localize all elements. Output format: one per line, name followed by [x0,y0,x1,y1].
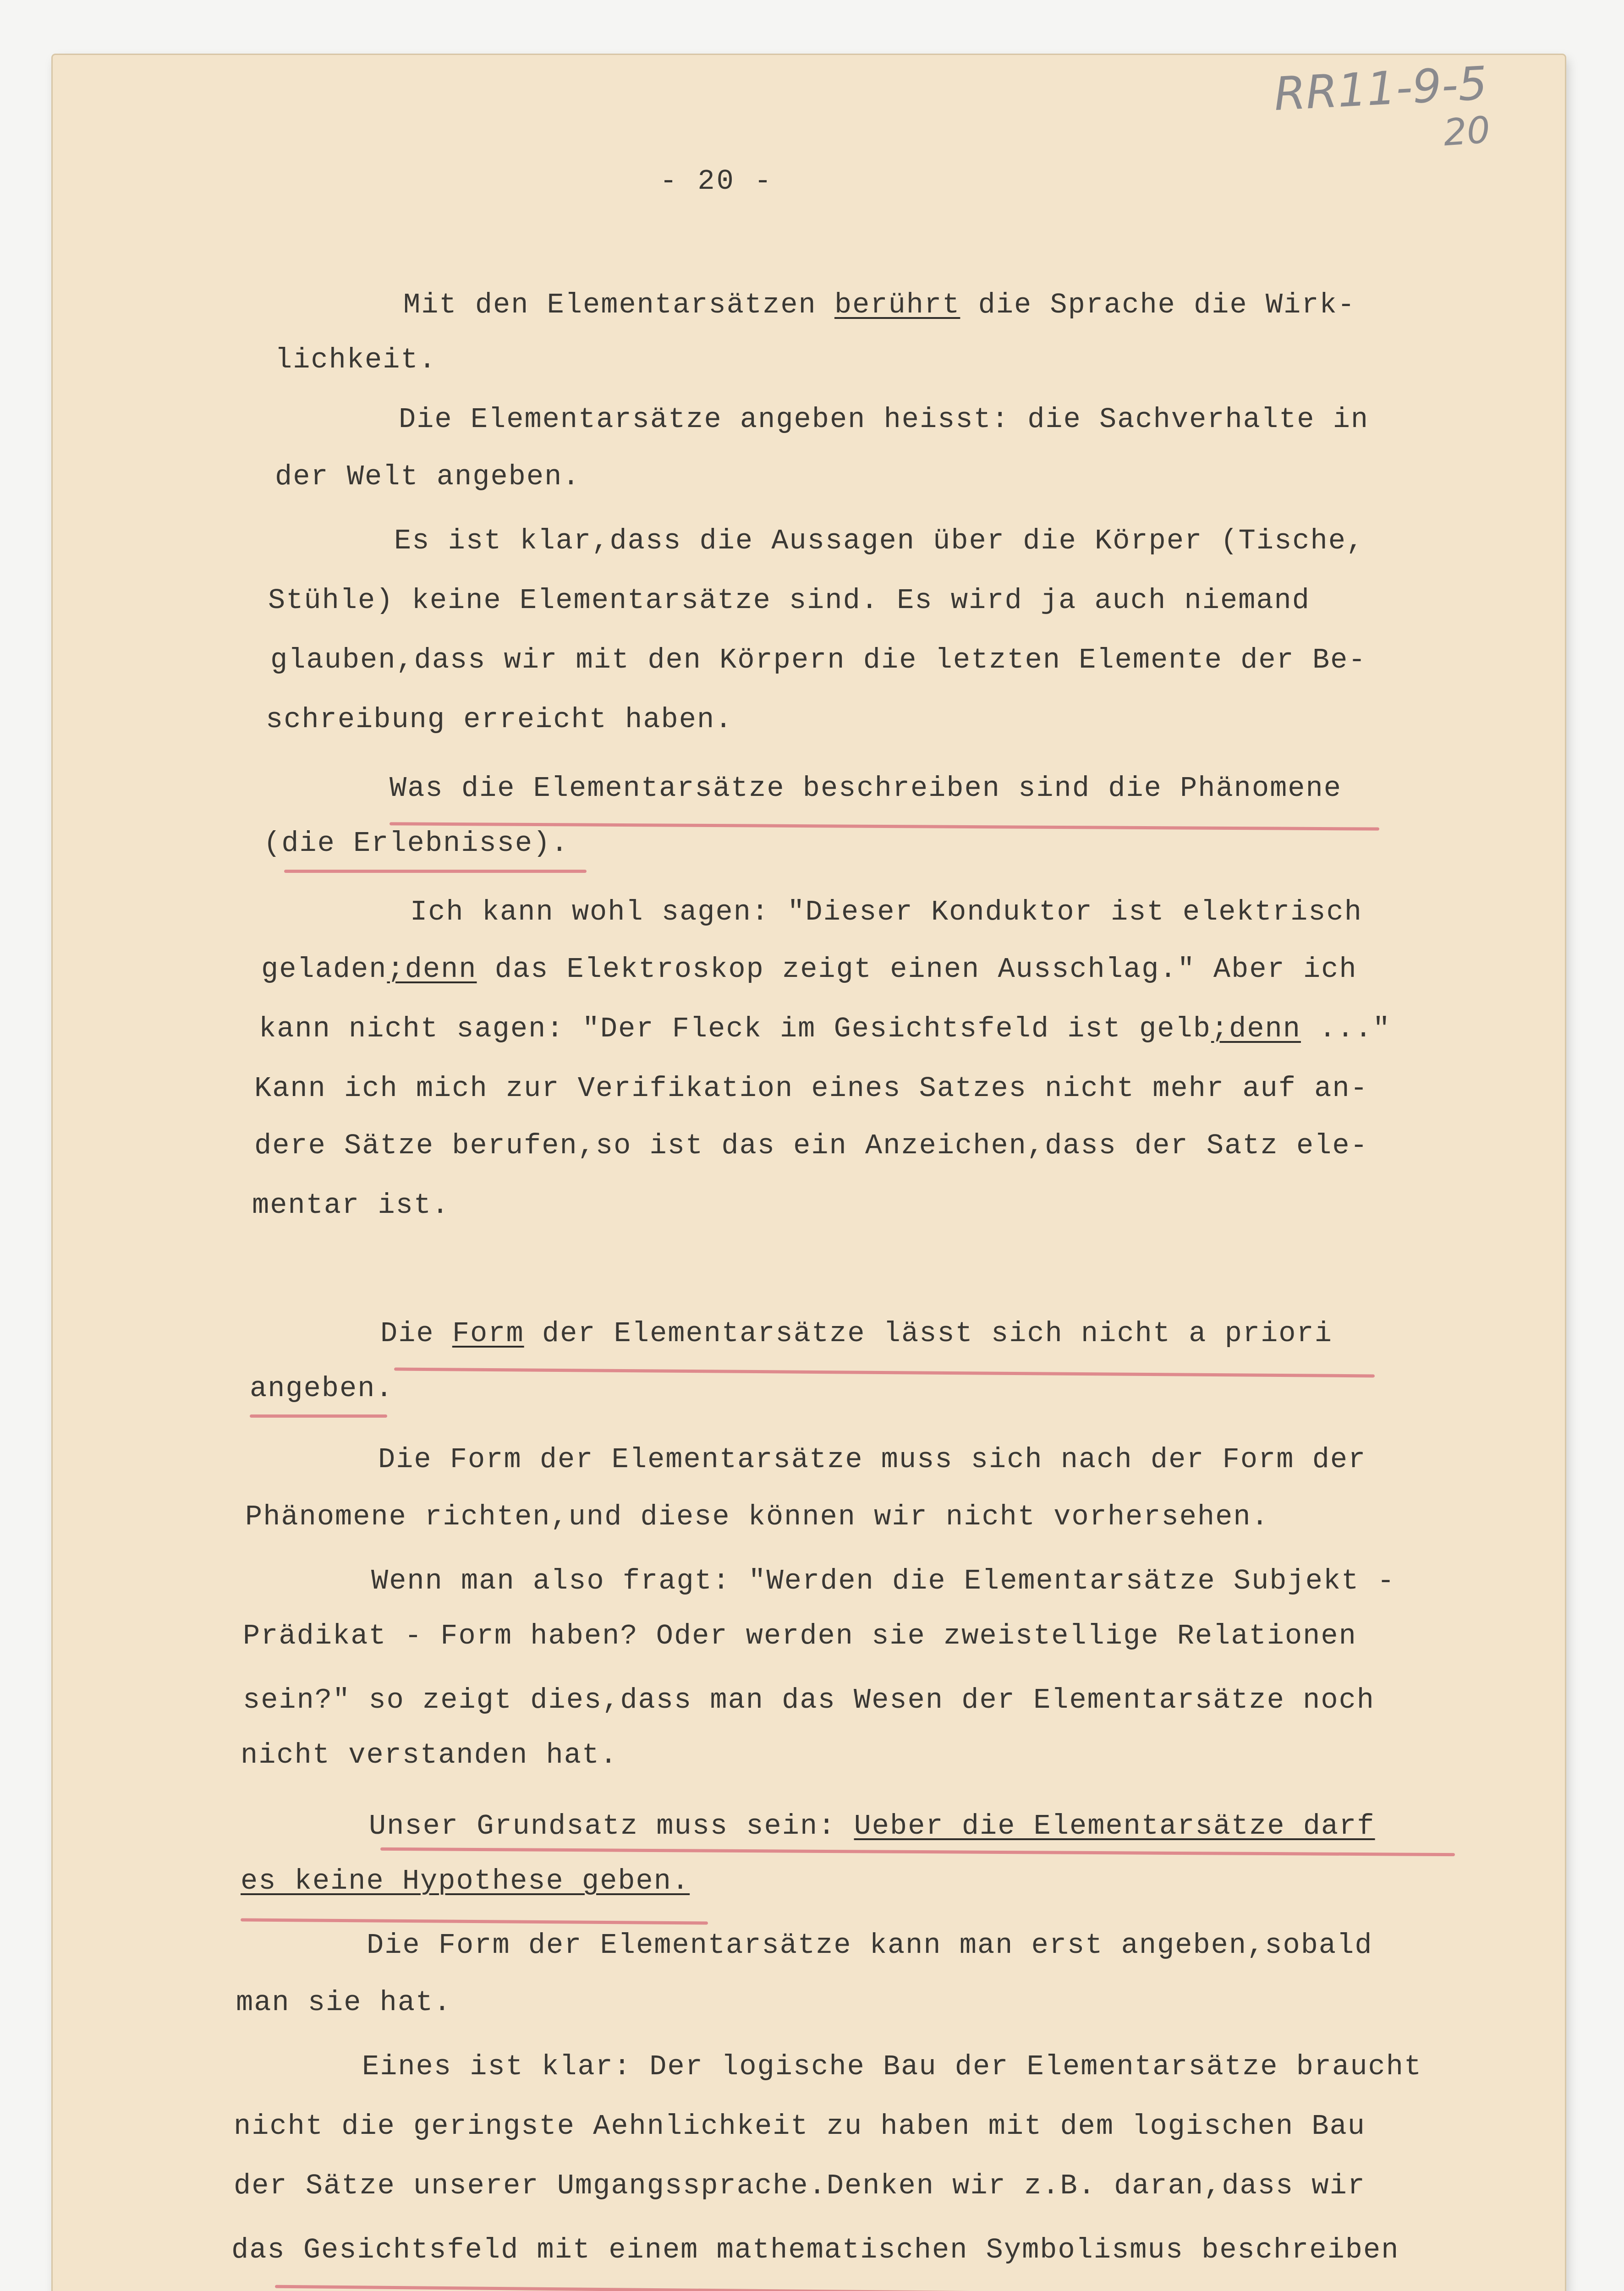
text-line [367,1931,1373,1960]
text-line [362,2050,1422,2083]
text-line [245,1503,1269,1531]
underlined-text: ;denn [387,953,477,986]
text-segment: schreibung erreicht haben. [266,703,733,736]
text-segment: Die Form der Elementarsätze kann man erst angeben,sobald [367,1929,1373,1962]
text-segment: ..." [1300,1013,1391,1045]
text-line [399,403,1369,436]
text-line [254,1129,1368,1162]
text-segment: nicht die geringste Aehnlichkeit zu haben mit dem logischen Bau [234,2110,1366,2143]
text-line [236,1986,452,2019]
text-line [234,2172,1366,2200]
text-segment: Phänomene richten,und diese können wir nicht vorhersehen. [245,1501,1269,1533]
underlined-text: berührt [834,289,960,321]
text-segment: Die [380,1317,452,1350]
text-segment: Die Form der Elementarsätze muss sich nach der Form der [378,1443,1366,1476]
text-segment: Wenn man also fragt: "Werden die Elementarsätze Subjekt - [371,1565,1395,1597]
underlined-text: es keine Hypothese geben. [241,1865,690,1897]
text-line [270,646,1366,674]
text-line [234,2112,1366,2141]
underlined-text: ;denn [1211,1013,1301,1045]
underlined-text: Ueber die Elementarsätze darf [854,1810,1375,1842]
text-segment: Die Elementarsätze angeben heisst: die Sachverhalte in [399,403,1369,436]
text-segment: mentar ist. [252,1189,450,1222]
text-segment: (die Erlebnisse). [263,827,569,860]
text-segment: Ich kann wohl sagen: "Dieser Konduktor ist elektrisch [410,896,1362,928]
text-line [243,1622,1357,1650]
text-segment: Stühle) keine Elementarsätze sind. Es wird ja auch niemand [268,584,1310,617]
text-segment: dere Sätze berufen,so ist das ein Anzeichen,dass der Satz ele- [254,1129,1368,1162]
text-segment: Unser Grundsatz muss sein: [369,1810,854,1842]
text-segment: glauben,dass wir mit den Körpern die letzten Elemente der Be- [270,644,1366,676]
text-line [380,1317,1333,1350]
text-line [250,1372,394,1405]
text-line [410,898,1362,926]
text-segment: kann nicht sagen: "Der Fleck im Gesichtsfeld ist gelb [259,1013,1211,1045]
text-segment: man sie hat. [236,1986,452,2019]
text-line [403,291,1355,319]
archive-reference-number: RR11-9-5 [1273,56,1489,121]
text-line [261,955,1357,984]
red-pencil-underline [284,870,587,873]
red-pencil-underline [250,1414,387,1418]
text-segment: lichkeit. [275,344,437,376]
text-segment: der Welt angeben. [275,460,581,493]
text-line [241,1867,690,1896]
text-line [394,527,1364,555]
underlined-text: Form [452,1317,524,1350]
text-line [275,346,437,374]
text-line [275,460,581,493]
text-segment: der Elementarsätze lässt sich nicht a priori [524,1317,1333,1350]
text-line [378,1443,1366,1476]
text-line [259,1015,1391,1043]
text-line [268,586,1310,615]
text-line [254,1074,1368,1103]
text-line [369,1812,1375,1841]
text-line [241,1741,618,1770]
text-segment: Kann ich mich zur Verifikation eines Satzes nicht mehr auf an- [254,1072,1368,1105]
text-segment: das Gesichtsfeld mit einem mathematischen Symbolismus beschreiben [231,2234,1399,2266]
text-segment: Mit den Elementarsätzen [403,289,834,321]
page-number: - 20 - [660,165,774,197]
text-line [390,774,1342,803]
text-segment: sein?" so zeigt dies,dass man das Wesen der Elementarsätze noch [243,1684,1375,1716]
text-segment: Prädikat - Form haben? Oder werden sie zweistellige Relationen [243,1620,1357,1652]
text-segment: Was die Elementarsätze beschreiben sind die Phänomene [390,772,1342,805]
text-segment: angeben. [250,1372,394,1405]
text-segment: der Sätze unserer Umgangssprache.Denken wir z.B. daran,dass wir [234,2170,1366,2202]
text-line [266,703,733,736]
text-segment: Es ist klar,dass die Aussagen über die Körper (Tische, [394,525,1365,557]
text-line [371,1567,1395,1595]
text-segment: geladen [261,953,387,986]
text-segment: das Elektroskop zeigt einen Ausschlag." Aber ich [477,953,1357,986]
text-line [252,1191,450,1220]
text-line [263,829,569,858]
text-line [243,1686,1375,1715]
text-segment: die Sprache die Wirk- [960,289,1355,321]
archive-page-number: 20 [1442,108,1492,154]
text-segment: Eines ist klar: Der logische Bau der Elementarsätze braucht [362,2050,1422,2083]
text-segment: nicht verstanden hat. [241,1739,618,1771]
archive-reference-mark [1273,56,1512,154]
text-line [231,2236,1399,2264]
